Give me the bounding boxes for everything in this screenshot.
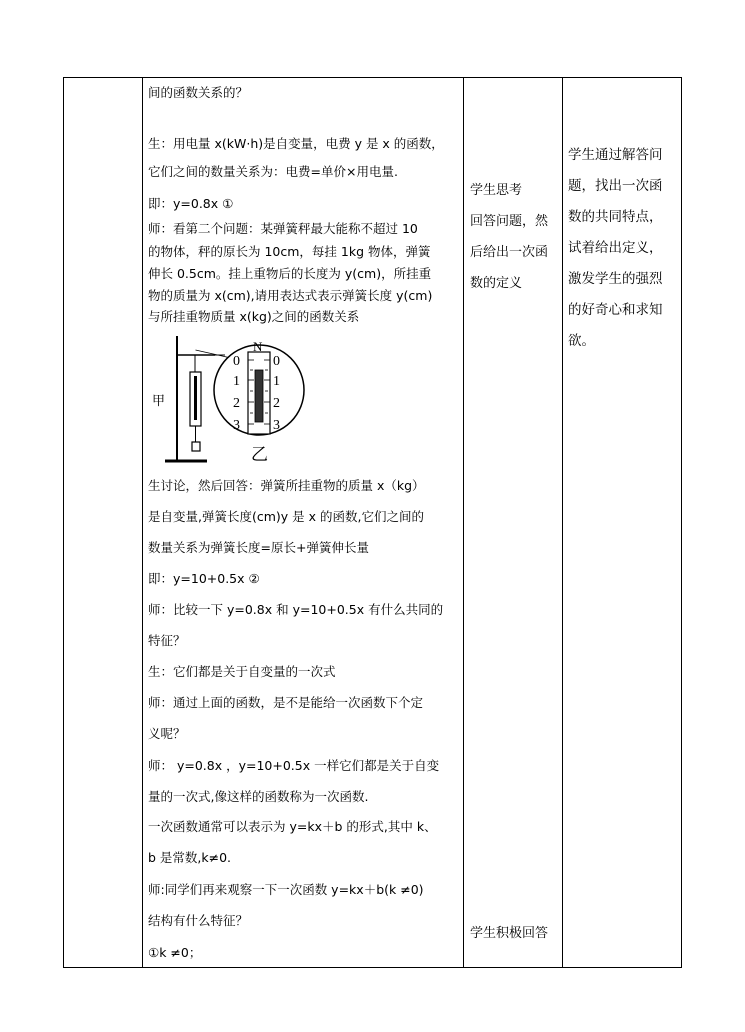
main-line: 数量关系为弹簧长度=原长+弹簧伸长量 [148,540,369,555]
main-line: 特征？ [148,633,186,648]
scale-label-n: N [253,339,263,354]
column-divider-3 [562,77,563,968]
table-border-left [63,77,64,968]
intent-line: 激发学生的强烈 [568,271,663,287]
main-line: 师：比较一下 y=0.8x 和 y=10+0.5x 有什么共同的 [148,602,444,617]
intent-line: 数的共同特点， [568,209,663,225]
equation-2: 即：y=10+0.5x ② [148,571,260,586]
main-line: 义呢？ [148,726,186,741]
main-line: 师： y=0.8x ，y=10+0.5x 一样它们都是关于自变 [148,758,440,773]
column-divider-2 [463,77,464,968]
scale-number: 2 [273,396,280,411]
main-line: 的物体，秤的原长为 10cm，每挂 1kg 物体，弹簧 [148,244,431,259]
figure-label-yi: 乙 [251,445,268,465]
main-line: 师：通过上面的函数，是不是能给一次函数下个定 [148,695,424,710]
main-line: 生：它们都是关于自变量的一次式 [148,664,336,679]
table-border-bottom [63,967,682,968]
scale-number: 0 [273,354,280,369]
main-line: 师：看第二个问题：某弹簧秤最大能称不超过 10 [148,221,418,236]
main-line: 一次函数通常可以表示为 y=kx＋b 的形式,其中 k、 [148,819,437,834]
spring-scale-figure [147,330,307,468]
main-line: 生：用电量 x(kW·h)是自变量，电费 y 是 x 的函数， [148,136,444,151]
main-line: 生讨论，然后回答：弹簧所挂重物的质量 x（kg） [148,478,425,493]
intent-line: 题，找出一次函 [568,178,663,194]
spring-scale-illustration [147,330,307,468]
intent-line: 学生通过解答问 [568,147,663,163]
intent-line: 试着给出定义， [568,240,663,256]
design-intent-block [568,140,676,357]
student-activity-block [470,175,558,299]
scale-number: 3 [233,418,240,433]
main-line: b 是常数,k≠0. [148,850,232,865]
main-line: 结构有什么特征？ [148,913,249,928]
intent-line: 的好奇心和求知 [568,302,663,318]
student-line: 学生思考 [470,183,523,198]
student-line: 数的定义 [470,276,523,291]
main-line: 它们之间的数量关系为：电费=单价×用电量. [148,164,398,179]
main-line: 与所挂重物质量 x(kg)之间的函数关系 [148,309,360,324]
scale-number: 0 [233,354,240,369]
scale-number: 1 [273,374,280,389]
main-line: 是自变量,弹簧长度(cm)y 是 x 的函数,它们之间的 [148,509,424,524]
scale-number: 2 [233,396,240,411]
student-activity-answer: 学生积极回答 [470,926,549,941]
column-divider-1 [142,77,143,968]
student-line: 回答问题，然 [470,214,549,229]
main-line: 量的一次式,像这样的函数称为一次函数. [148,789,369,804]
table-border-top [63,77,682,78]
student-line: 后给出一次函 [470,245,549,260]
figure-label-jia: 甲 [152,394,166,409]
main-line: 伸长 0.5cm。挂上重物后的长度为 y(cm)，所挂重 [148,266,432,281]
main-line: ①k ≠0； [148,945,202,960]
main-line: 师:同学们再来观察一下一次函数 y=kx＋b(k ≠0) [148,882,424,897]
main-line: 物的质量为 x(cm),请用表达式表示弹簧长度 y(cm) [148,288,433,303]
equation-1: 即：y=0.8x ① [148,196,234,211]
intent-line: 欲。 [568,333,595,349]
main-line: 间的函数关系的？ [148,85,249,100]
table-border-right [681,77,682,968]
scale-number: 3 [273,418,280,433]
scale-number: 1 [233,374,240,389]
